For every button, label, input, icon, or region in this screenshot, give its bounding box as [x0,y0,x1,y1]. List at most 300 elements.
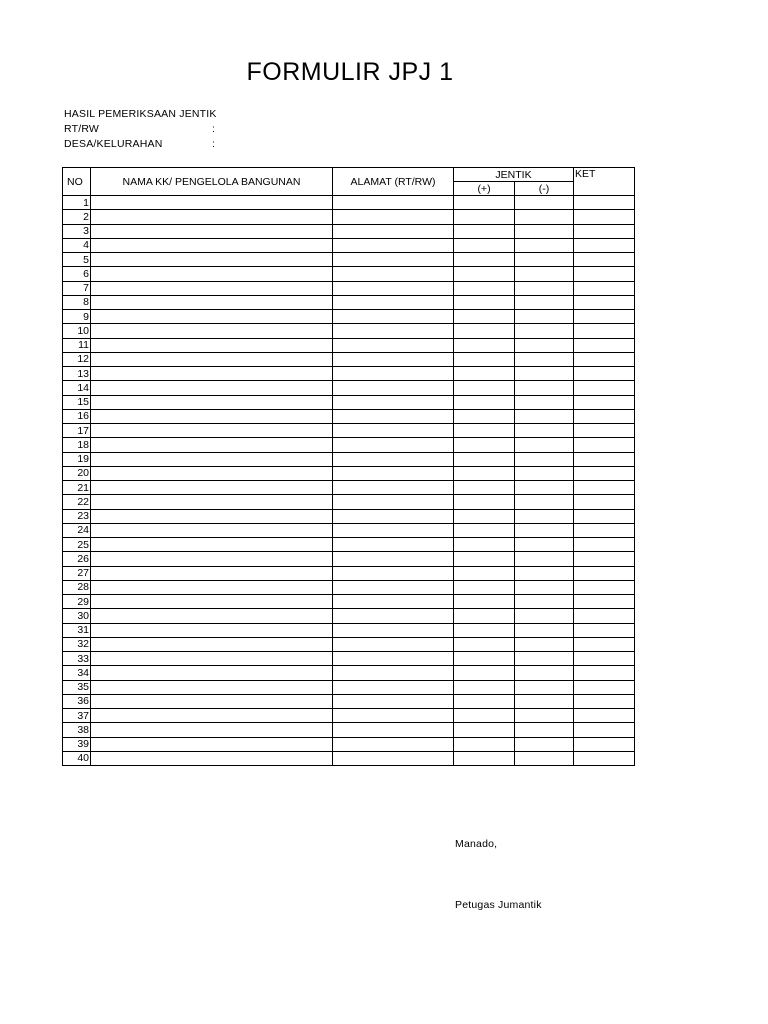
cell-jentik-negative[interactable] [515,680,574,694]
cell-nama[interactable] [91,751,333,765]
cell-jentik-negative[interactable] [515,196,574,210]
cell-ket[interactable] [574,666,635,680]
cell-nama[interactable] [91,623,333,637]
info-line-rtrw [64,123,216,135]
cell-jentik-negative[interactable] [515,481,574,495]
cell-alamat[interactable] [333,509,454,523]
cell-jentik-negative[interactable] [515,595,574,609]
info-desa-label: DESA/KELURAHAN [64,138,163,150]
cell-jentik-negative[interactable] [515,566,574,580]
info-line-desa [64,138,216,150]
cell-nama[interactable] [91,509,333,523]
cell-ket[interactable] [574,737,635,751]
cell-ket[interactable] [574,438,635,452]
cell-no: 1 [63,196,91,210]
cell-ket[interactable] [574,224,635,238]
cell-ket[interactable] [574,367,635,381]
cell-jentik-negative[interactable] [515,538,574,552]
cell-jentik-negative[interactable] [515,466,574,480]
cell-nama[interactable] [91,409,333,423]
cell-alamat[interactable] [333,680,454,694]
header-ket: KET [574,168,635,196]
cell-no: 14 [63,381,91,395]
cell-ket[interactable] [574,495,635,509]
cell-jentik-positive[interactable] [454,481,515,495]
cell-alamat[interactable] [333,623,454,637]
cell-jentik-negative[interactable] [515,523,574,537]
cell-ket[interactable] [574,509,635,523]
cell-jentik-positive[interactable] [454,609,515,623]
cell-no: 22 [63,495,91,509]
cell-ket[interactable] [574,424,635,438]
cell-jentik-positive[interactable] [454,267,515,281]
cell-nama[interactable] [91,238,333,252]
cell-jentik-negative[interactable] [515,709,574,723]
table-row [63,295,635,309]
table-row [63,723,635,737]
header-alamat: ALAMAT (RT/RW) [333,168,454,196]
table-row [63,523,635,537]
cell-ket[interactable] [574,566,635,580]
cell-jentik-positive[interactable] [454,680,515,694]
table-row [63,352,635,366]
cell-no: 20 [63,466,91,480]
cell-jentik-negative[interactable] [515,310,574,324]
cell-jentik-negative[interactable] [515,395,574,409]
cell-jentik-negative[interactable] [515,338,574,352]
cell-nama[interactable] [91,424,333,438]
cell-ket[interactable] [574,253,635,267]
cell-ket[interactable] [574,481,635,495]
cell-nama[interactable] [91,666,333,680]
cell-nama[interactable] [91,466,333,480]
cell-jentik-negative[interactable] [515,210,574,224]
table-row [63,324,635,338]
cell-no: 27 [63,566,91,580]
cell-ket[interactable] [574,395,635,409]
table-row [63,666,635,680]
table-row [63,381,635,395]
cell-jentik-negative[interactable] [515,609,574,623]
cell-nama[interactable] [91,523,333,537]
cell-ket[interactable] [574,709,635,723]
cell-ket[interactable] [574,694,635,708]
table-row [63,609,635,623]
cell-alamat[interactable] [333,523,454,537]
table-row [63,409,635,423]
table-row [63,566,635,580]
cell-alamat[interactable] [333,538,454,552]
cell-no: 33 [63,652,91,666]
info-hasil-label: HASIL PEMERIKSAAN JENTIK [64,108,217,120]
info-rtrw-label: RT/RW [64,123,100,135]
cell-no: 40 [63,751,91,765]
cell-alamat[interactable] [333,438,454,452]
cell-jentik-negative[interactable] [515,509,574,523]
info-line-hasil [64,108,217,120]
cell-no: 15 [63,395,91,409]
cell-nama[interactable] [91,723,333,737]
cell-jentik-positive[interactable] [454,723,515,737]
cell-no: 16 [63,409,91,423]
cell-jentik-negative[interactable] [515,424,574,438]
cell-jentik-positive[interactable] [454,509,515,523]
table-row [63,338,635,352]
cell-no: 11 [63,338,91,352]
table-row [63,694,635,708]
cell-nama[interactable] [91,709,333,723]
cell-jentik-negative[interactable] [515,438,574,452]
cell-ket[interactable] [574,381,635,395]
cell-jentik-negative[interactable] [515,224,574,238]
cell-nama[interactable] [91,694,333,708]
cell-ket[interactable] [574,295,635,309]
cell-ket[interactable] [574,310,635,324]
table-row [63,680,635,694]
cell-ket[interactable] [574,538,635,552]
cell-alamat[interactable] [333,595,454,609]
cell-jentik-negative[interactable] [515,381,574,395]
cell-no: 38 [63,723,91,737]
cell-jentik-positive[interactable] [454,224,515,238]
cell-alamat[interactable] [333,253,454,267]
cell-jentik-positive[interactable] [454,495,515,509]
cell-nama[interactable] [91,224,333,238]
cell-jentik-negative[interactable] [515,253,574,267]
cell-ket[interactable] [574,196,635,210]
cell-jentik-positive[interactable] [454,409,515,423]
cell-jentik-positive[interactable] [454,381,515,395]
cell-ket[interactable] [574,723,635,737]
cell-jentik-negative[interactable] [515,637,574,651]
cell-ket[interactable] [574,338,635,352]
cell-no: 7 [63,281,91,295]
table-row [63,466,635,480]
cell-jentik-positive[interactable] [454,352,515,366]
cell-jentik-positive[interactable] [454,666,515,680]
cell-ket[interactable] [574,637,635,651]
cell-alamat[interactable] [333,637,454,651]
cell-alamat[interactable] [333,395,454,409]
table-row [63,224,635,238]
cell-jentik-positive[interactable] [454,566,515,580]
cell-jentik-positive[interactable] [454,523,515,537]
cell-alamat[interactable] [333,552,454,566]
table-row [63,367,635,381]
cell-ket[interactable] [574,652,635,666]
cell-jentik-positive[interactable] [454,295,515,309]
header-jentik: JENTIK [454,168,574,182]
cell-ket[interactable] [574,452,635,466]
table-row [63,495,635,509]
cell-no: 5 [63,253,91,267]
cell-alamat[interactable] [333,580,454,594]
cell-no: 10 [63,324,91,338]
cell-no: 36 [63,694,91,708]
cell-alamat[interactable] [333,381,454,395]
cell-alamat[interactable] [333,481,454,495]
cell-jentik-negative[interactable] [515,694,574,708]
cell-nama[interactable] [91,652,333,666]
cell-jentik-positive[interactable] [454,324,515,338]
cell-jentik-positive[interactable] [454,694,515,708]
cell-ket[interactable] [574,680,635,694]
cell-ket[interactable] [574,523,635,537]
header-jentik-negative: (-) [515,182,574,196]
cell-nama[interactable] [91,595,333,609]
cell-alamat[interactable] [333,196,454,210]
cell-no: 29 [63,595,91,609]
cell-jentik-positive[interactable] [454,552,515,566]
cell-alamat[interactable] [333,652,454,666]
cell-no: 18 [63,438,91,452]
cell-jentik-negative[interactable] [515,552,574,566]
cell-jentik-positive[interactable] [454,438,515,452]
cell-jentik-negative[interactable] [515,495,574,509]
table-row [63,652,635,666]
cell-nama[interactable] [91,680,333,694]
cell-no: 6 [63,267,91,281]
footer-signer: Petugas Jumantik [455,899,542,911]
cell-jentik-negative[interactable] [515,324,574,338]
cell-nama[interactable] [91,324,333,338]
cell-no: 24 [63,523,91,537]
cell-jentik-positive[interactable] [454,253,515,267]
cell-no: 32 [63,637,91,651]
cell-jentik-negative[interactable] [515,409,574,423]
table-row [63,210,635,224]
cell-nama[interactable] [91,381,333,395]
cell-jentik-positive[interactable] [454,452,515,466]
cell-nama[interactable] [91,538,333,552]
table-row [63,751,635,765]
cell-alamat[interactable] [333,495,454,509]
cell-jentik-positive[interactable] [454,310,515,324]
cell-alamat[interactable] [333,224,454,238]
inspection-table [62,167,635,766]
cell-no: 19 [63,452,91,466]
cell-alamat[interactable] [333,367,454,381]
cell-nama[interactable] [91,452,333,466]
cell-no: 37 [63,709,91,723]
table-row [63,481,635,495]
cell-jentik-positive[interactable] [454,652,515,666]
cell-jentik-positive[interactable] [454,538,515,552]
cell-jentik-negative[interactable] [515,623,574,637]
cell-jentik-positive[interactable] [454,196,515,210]
cell-alamat[interactable] [333,295,454,309]
cell-jentik-positive[interactable] [454,395,515,409]
table-row [63,538,635,552]
cell-alamat[interactable] [333,666,454,680]
cell-jentik-positive[interactable] [454,637,515,651]
cell-nama[interactable] [91,295,333,309]
cell-jentik-negative[interactable] [515,367,574,381]
table-row [63,310,635,324]
cell-jentik-negative[interactable] [515,267,574,281]
cell-no: 21 [63,481,91,495]
header-jentik-positive: (+) [454,182,515,196]
cell-alamat[interactable] [333,281,454,295]
cell-ket[interactable] [574,580,635,594]
header-no: NO [63,168,91,196]
cell-jentik-positive[interactable] [454,466,515,480]
table-row [63,253,635,267]
cell-alamat[interactable] [333,466,454,480]
cell-ket[interactable] [574,238,635,252]
cell-ket[interactable] [574,466,635,480]
cell-nama[interactable] [91,737,333,751]
cell-no: 23 [63,509,91,523]
cell-no: 25 [63,538,91,552]
table-body [63,196,635,766]
cell-nama[interactable] [91,267,333,281]
cell-no: 4 [63,238,91,252]
cell-alamat[interactable] [333,694,454,708]
cell-ket[interactable] [574,409,635,423]
cell-jentik-positive[interactable] [454,709,515,723]
table-row [63,452,635,466]
cell-ket[interactable] [574,751,635,765]
cell-no: 30 [63,609,91,623]
cell-alamat[interactable] [333,409,454,423]
cell-jentik-negative[interactable] [515,652,574,666]
cell-alamat[interactable] [333,210,454,224]
cell-jentik-negative[interactable] [515,737,574,751]
table-row [63,552,635,566]
cell-ket[interactable] [574,595,635,609]
cell-jentik-negative[interactable] [515,295,574,309]
cell-nama[interactable] [91,637,333,651]
cell-ket[interactable] [574,281,635,295]
cell-jentik-positive[interactable] [454,580,515,594]
cell-no: 35 [63,680,91,694]
cell-ket[interactable] [574,324,635,338]
cell-ket[interactable] [574,623,635,637]
cell-alamat[interactable] [333,751,454,765]
cell-nama[interactable] [91,438,333,452]
cell-alamat[interactable] [333,238,454,252]
cell-jentik-negative[interactable] [515,452,574,466]
cell-no: 39 [63,737,91,751]
cell-jentik-positive[interactable] [454,595,515,609]
cell-alamat[interactable] [333,723,454,737]
cell-jentik-negative[interactable] [515,281,574,295]
table-row [63,395,635,409]
cell-nama[interactable] [91,281,333,295]
cell-jentik-positive[interactable] [454,338,515,352]
cell-nama[interactable] [91,552,333,566]
table-row [63,637,635,651]
info-rtrw-colon: : [212,123,216,135]
cell-jentik-positive[interactable] [454,751,515,765]
cell-no: 13 [63,367,91,381]
cell-jentik-negative[interactable] [515,723,574,737]
cell-no: 28 [63,580,91,594]
table-row [63,737,635,751]
cell-ket[interactable] [574,352,635,366]
cell-no: 34 [63,666,91,680]
cell-jentik-negative[interactable] [515,751,574,765]
cell-jentik-positive[interactable] [454,238,515,252]
cell-ket[interactable] [574,210,635,224]
cell-jentik-negative[interactable] [515,580,574,594]
cell-alamat[interactable] [333,424,454,438]
cell-jentik-positive[interactable] [454,281,515,295]
cell-alamat[interactable] [333,709,454,723]
table-row [63,196,635,210]
cell-no: 2 [63,210,91,224]
cell-alamat[interactable] [333,452,454,466]
cell-nama[interactable] [91,367,333,381]
cell-ket[interactable] [574,552,635,566]
cell-jentik-negative[interactable] [515,238,574,252]
cell-jentik-negative[interactable] [515,352,574,366]
table-row [63,281,635,295]
cell-jentik-positive[interactable] [454,623,515,637]
table-row [63,580,635,594]
cell-ket[interactable] [574,267,635,281]
cell-nama[interactable] [91,609,333,623]
cell-no: 8 [63,295,91,309]
info-desa-colon: : [212,138,216,150]
table-row [63,709,635,723]
cell-no: 17 [63,424,91,438]
cell-alamat[interactable] [333,324,454,338]
cell-jentik-positive[interactable] [454,424,515,438]
cell-nama[interactable] [91,580,333,594]
cell-alamat[interactable] [333,338,454,352]
table-row [63,438,635,452]
table-row [63,424,635,438]
cell-nama[interactable] [91,395,333,409]
table-row [63,623,635,637]
cell-nama[interactable] [91,196,333,210]
cell-nama[interactable] [91,495,333,509]
table-row [63,509,635,523]
cell-alamat[interactable] [333,566,454,580]
cell-nama[interactable] [91,253,333,267]
cell-no: 31 [63,623,91,637]
cell-no: 12 [63,352,91,366]
cell-nama[interactable] [91,481,333,495]
cell-nama[interactable] [91,210,333,224]
cell-jentik-positive[interactable] [454,737,515,751]
cell-jentik-positive[interactable] [454,367,515,381]
table-row [63,595,635,609]
cell-alamat[interactable] [333,737,454,751]
header-nama: NAMA KK/ PENGELOLA BANGUNAN [91,168,333,196]
cell-jentik-negative[interactable] [515,666,574,680]
cell-nama[interactable] [91,338,333,352]
cell-ket[interactable] [574,609,635,623]
form-title: FORMULIR JPJ 1 [246,58,454,86]
cell-alamat[interactable] [333,267,454,281]
cell-no: 26 [63,552,91,566]
cell-no: 9 [63,310,91,324]
cell-alamat[interactable] [333,609,454,623]
table-row [63,238,635,252]
cell-nama[interactable] [91,310,333,324]
table-row [63,267,635,281]
cell-nama[interactable] [91,352,333,366]
cell-alamat[interactable] [333,310,454,324]
footer-place: Manado, [455,838,498,850]
cell-nama[interactable] [91,566,333,580]
cell-no: 3 [63,224,91,238]
cell-alamat[interactable] [333,352,454,366]
cell-jentik-positive[interactable] [454,210,515,224]
